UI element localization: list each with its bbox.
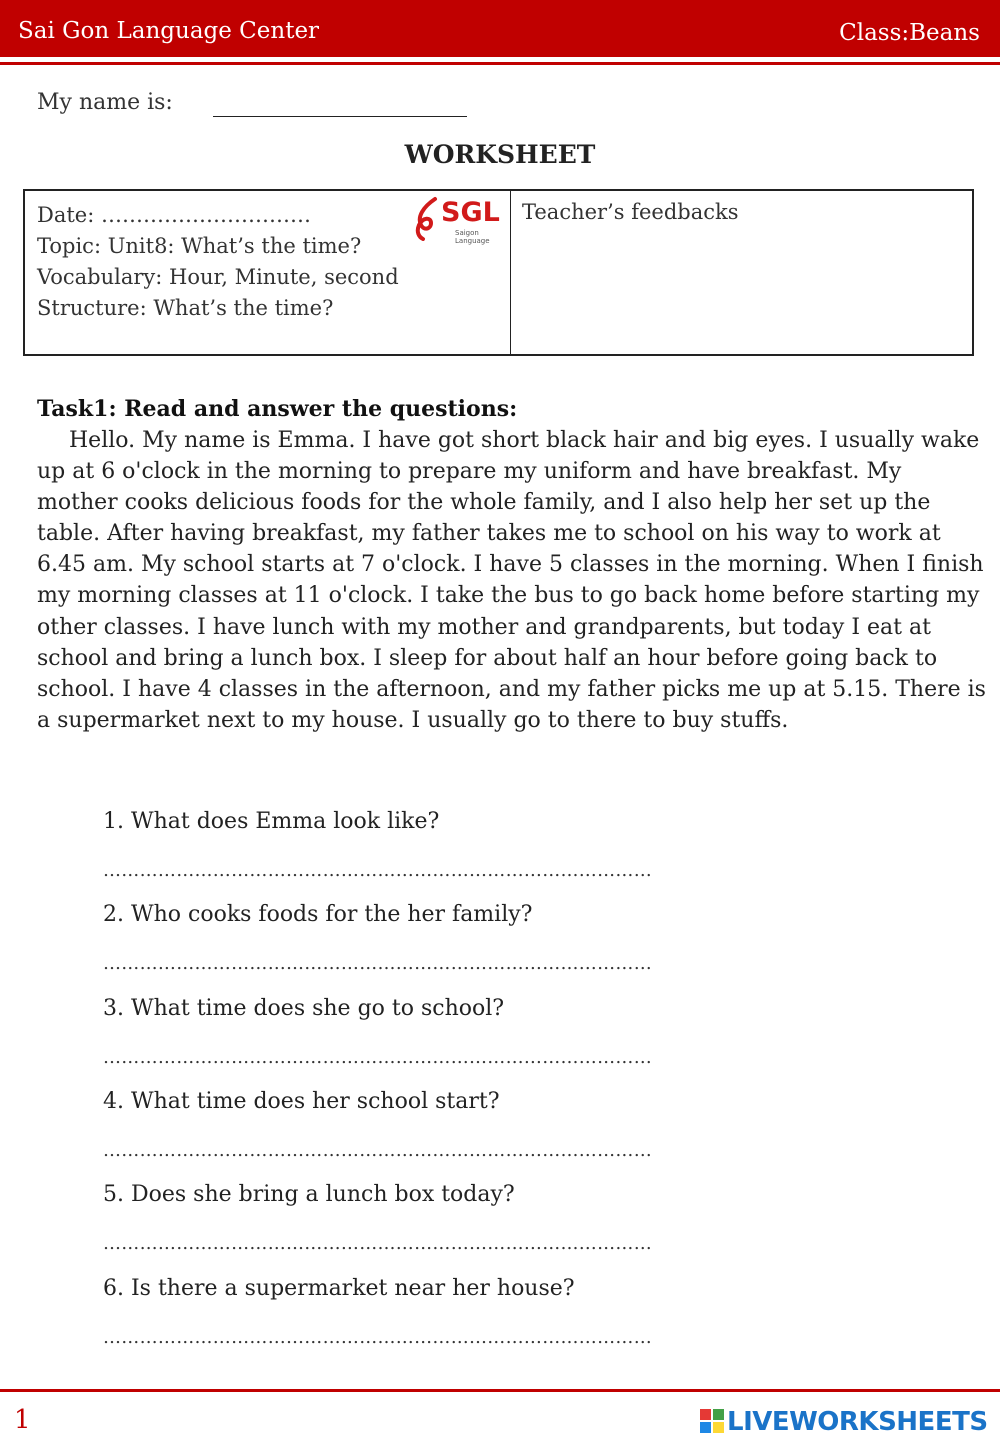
question-1: 1. What does Emma look like? [103,809,440,834]
header-divider [0,62,1000,65]
sgl-logo [413,195,513,245]
teacher-feedback-label: Teacher’s feedbacks [522,200,739,224]
question-2: 2. Who cooks foods for the her family? [103,902,533,927]
logo-subtext: Saigon Language [455,229,490,245]
name-label: My name is: [37,90,173,115]
question-6: 6. Is there a supermarket near her house? [103,1276,575,1301]
topic-line: Topic: Unit8: What’s the time? [37,234,362,258]
liveworksheets-brand: LIVEWORKSHEETS [727,1407,988,1437]
page-number: 1 [14,1405,31,1435]
task-title: Task1: Read and answer the questions: [37,396,518,422]
info-divider [510,191,511,354]
answer-line-1[interactable]: ……………………………………………………………………………… [103,860,652,881]
question-3: 3. What time does she go to school? [103,996,505,1021]
lesson-info [37,200,399,324]
worksheet-title: WORKSHEET [404,140,596,169]
question-5: 5. Does she bring a lunch box today? [103,1182,515,1207]
answer-line-6[interactable]: ……………………………………………………………………………… [103,1327,652,1348]
vocabulary-line: Vocabulary: Hour, Minute, second [37,265,399,289]
footer-divider [0,1389,1000,1392]
answer-line-3[interactable]: ……………………………………………………………………………… [103,1047,652,1068]
date-line: Date: ………………………… [37,203,311,227]
question-4: 4. What time does her school start? [103,1089,500,1114]
center-name: Sai Gon Language Center [18,18,320,44]
answer-line-5[interactable]: ……………………………………………………………………………… [103,1233,652,1254]
answer-line-2[interactable]: ……………………………………………………………………………… [103,953,652,974]
logo-text: SGL [441,197,500,228]
answer-line-4[interactable]: ……………………………………………………………………………… [103,1140,652,1161]
header-bar [0,0,1000,57]
reading-passage: Hello. My name is Emma. I have got short black hair and big eyes. I usually wake up at 6 o'clock in the morning to prepare my uniform and have breakfast. My mother cooks delicious foods for the whole family, and I also help her set up the table. After having breakfast, my father takes me to school on his way to work at 6.45 am. My school starts at 7 o'clock. I have 5 classes in the morning. When I finish my morning classes at 11 o'clock. I take the bus to go back home before starting my other classes. I have lunch with my mother and grandparents, but today I eat at school and bring a lunch box. I sleep for about half an hour before going back to school. I have 4 classes in the afternoon, and my father picks me up at 5.15. There is a supermarket next to my house. I usually go to there to buy stuffs. [37,428,986,733]
liveworksheets-grid-icon [700,1409,724,1433]
sgl-swirl-icon [413,195,443,241]
name-answer-line[interactable] [213,116,467,117]
info-table [23,189,974,356]
structure-line: Structure: What’s the time? [37,296,334,320]
class-label: Class:Beans [839,20,980,46]
